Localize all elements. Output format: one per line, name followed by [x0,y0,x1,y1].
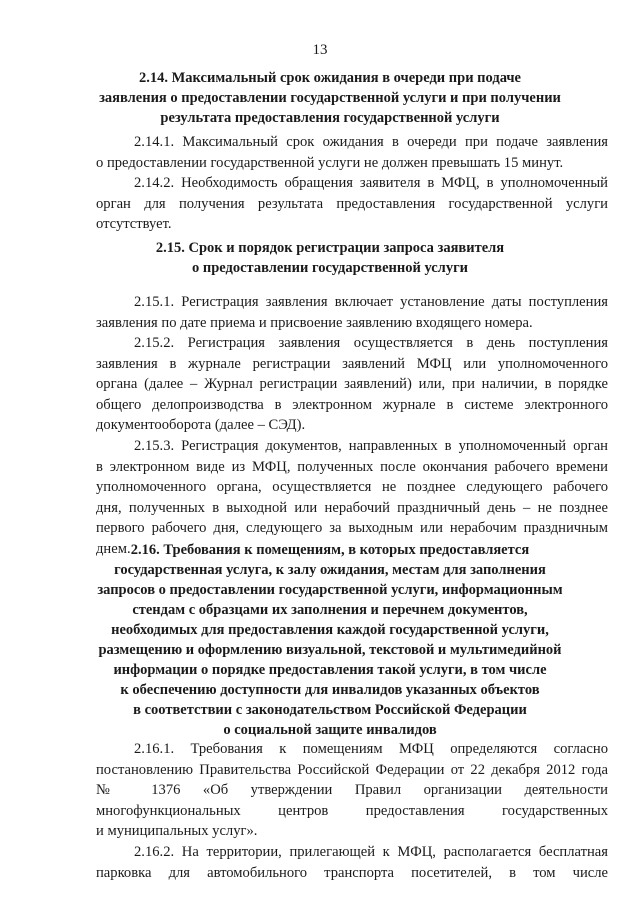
text-line: документооборота (далее – СЭД). [96,417,306,434]
text-line: дня, полученных в выходной или нерабочий праздничный день – не позднее [96,499,608,516]
section-heading-2-15 [60,238,600,278]
heading-line: запросов о предоставлении государственной услуги, информационным [97,582,563,598]
text-line: днем. [96,540,131,557]
text-line: 2.15.2. Регистрация заявления осуществляется в день поступления [134,335,608,351]
paragraph-2-16-1 [96,739,608,842]
text-line: в электронном виде из МФЦ, полученных после окончания рабочего времени [96,458,608,475]
heading-line: стендам с образцами их заполнения и перечнем документов, [132,602,528,618]
paragraph-2-15-2 [96,333,608,436]
text-line: отсутствует. [96,216,172,233]
text-line: уполномоченного органа, осуществляется не позднее следующего рабочего [96,479,608,496]
text-line: 2.14.1. Максимальный срок ожидания в очереди при подаче заявления [134,134,608,150]
text-line: о предоставлении государственной услуги не должен превышать 15 минут. [96,154,564,171]
text-line: постановлению Правительства Российской Федерации от 22 декабря 2012 года [96,761,608,778]
text-line: 2.15.1. Регистрация заявления включает установление даты поступления [134,294,608,310]
text-line: общего делопроизводства в электронном журнале в системе электронного [96,396,608,413]
heading-line: заявления о предоставлении государственной услуги и при получении [99,90,561,106]
text-line: орган для получения результата предоставления государственной услуги [96,195,608,212]
paragraph-2-16-2 [96,842,608,883]
text-line: 2.15.3. Регистрация документов, направленных в уполномоченный орган [134,438,608,454]
section-heading-2-14 [60,68,600,128]
text-line: 2.16.2. На территории, прилегающей к МФЦ, располагается бесплатная [134,844,608,860]
heading-line: 2.14. Максимальный срок ожидания в очереди при подаче [139,70,521,86]
text-line: № 1376 «Об утверждении Правил организации деятельности [96,782,608,799]
heading-line: к обеспечению доступности для инвалидов указанных объектов [120,682,540,698]
text-line: заявления по дате приема и присвоение заявлению входящего номера. [96,314,533,331]
text-line: многофункциональных центров предоставления государственных [96,802,608,819]
heading-line: о предоставлении государственной услуги [191,260,469,276]
page-number: 13 [312,42,328,58]
heading-line: результата предоставления государственной услуги [160,110,500,126]
heading-line: 2.16. Требования к помещениям, в которых предоставляется [130,542,530,558]
heading-line: необходимых для предоставления каждой государственной услуги, [111,622,549,638]
heading-line: размещению и оформлению визуальной, текстовой и мультимедийной [98,642,562,658]
text-line: парковка для автомобильного транспорта посетителей, в том числе [96,864,608,881]
text-line: первого рабочего дня, следующего за выходным или нерабочим праздничным [96,520,608,537]
text-line: заявления в журнале регистрации заявлений МФЦ или уполномоченного [96,355,608,372]
text-line: 2.14.2. Необходимость обращения заявителя в МФЦ, в уполномоченный [134,175,608,191]
text-line: 2.16.1. Требования к помещениям МФЦ определяются согласно [134,741,608,757]
paragraph-2-15-1 [96,292,608,333]
paragraph-2-14-2 [96,173,608,235]
heading-line: в соответствии с законодательством Российской Федерации [133,702,527,718]
heading-line: 2.15. Срок и порядок регистрации запроса заявителя [155,240,505,256]
heading-line: информации о порядке предоставления такой услуги, в том числе [113,662,547,678]
text-line: и муниципальных услуг». [96,823,258,840]
heading-line: о социальной защите инвалидов [223,722,437,738]
section-heading-2-16 [60,540,600,740]
heading-line: государственная услуга, к залу ожидания, местам для заполнения [114,562,546,578]
text-line: органа (далее – Журнал регистрации заявлений) или, при наличии, в порядке [96,376,608,393]
paragraph-2-14-1 [96,132,608,173]
